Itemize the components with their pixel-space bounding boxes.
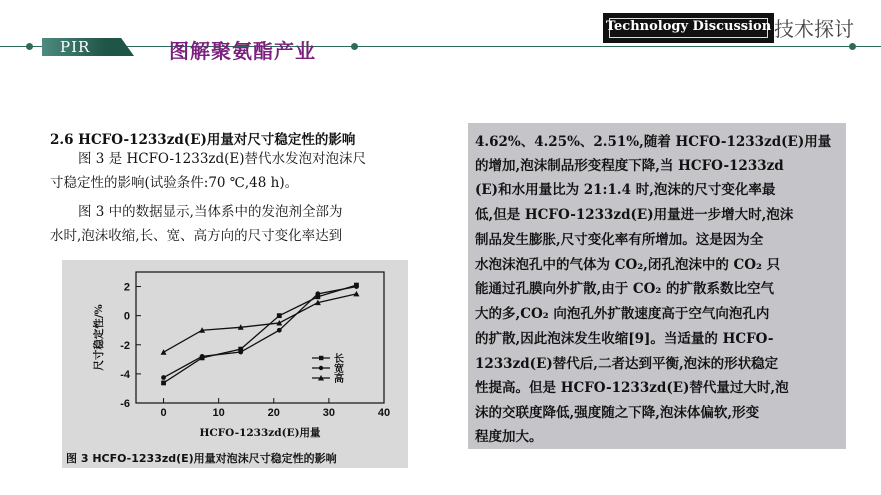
y-tick-label: -6 xyxy=(120,398,130,410)
chart-series xyxy=(161,283,360,386)
y-tick-label: 2 xyxy=(123,281,130,294)
paragraph-line: 大的多,CO₂ 向泡孔外扩散速度高于空气向泡孔内 xyxy=(475,306,770,322)
x-tick-label: 10 xyxy=(212,407,225,419)
y-tick-label: -2 xyxy=(120,339,130,352)
paragraph-line: 水泡沫泡孔中的气体为 CO₂,闭孔泡沫中的 CO₂ 只 xyxy=(475,257,781,273)
legend-marker xyxy=(319,366,323,370)
header-dot-right xyxy=(351,43,358,50)
data-point xyxy=(315,291,320,296)
y-axis-label: 尺寸稳定性/% xyxy=(93,304,105,371)
legend-label: 宽 xyxy=(334,364,344,375)
paragraph-line: 性提高。但是 HCFO-1233zd(E)替代量过大时,泡 xyxy=(475,380,789,396)
x-tick-label: 40 xyxy=(377,407,391,419)
section-name: 技术探讨 xyxy=(774,17,854,41)
plot-frame xyxy=(136,272,384,403)
paragraph-line: 的增加,泡沫制品形变程度下降,当 HCFO-1233zd xyxy=(475,158,784,174)
chart-legend xyxy=(312,352,344,385)
data-point xyxy=(161,381,166,386)
paragraph-line: 制品发生膨胀,尺寸变化率有所增加。这是因为全 xyxy=(475,232,764,248)
technology-discussion-badge xyxy=(603,13,774,43)
y-tick-label: 0 xyxy=(123,310,130,323)
magazine-section-title: 图解聚氨酯产业 xyxy=(169,39,316,63)
header-dot-left xyxy=(26,43,33,50)
paragraph-line: 沫的交联度降低,强度随之下降,泡沫体偏软,形变 xyxy=(475,405,760,421)
paragraph-line: 低,但是 HCFO-1233zd(E)用量进一步增大时,泡沫 xyxy=(475,207,794,223)
data-point xyxy=(200,354,205,359)
series-line-3 xyxy=(164,294,357,352)
chart-axes xyxy=(92,272,390,439)
data-point xyxy=(277,313,282,318)
chart-svg xyxy=(62,260,408,468)
paragraph-line: 能通过孔膜向外扩散,由于 CO₂ 的扩散系数比空气 xyxy=(475,281,775,297)
paragraph-line: 图 3 中的数据显示,当体系中的发泡剂全部为 xyxy=(78,204,343,220)
data-point xyxy=(161,349,167,355)
paragraph-line: 图 3 是 HCFO-1233zd(E)替代水发泡对泡沫尺 xyxy=(78,151,367,167)
paragraph-line: 的扩散,因此泡沫发生收缩[9]。当适量的 HCFO- xyxy=(475,331,774,347)
legend-label: 高 xyxy=(334,374,344,385)
header-rule xyxy=(0,46,881,47)
paragraph-line: (E)和水用量比为 21:1.4 时,泡沫的尺寸变化率最 xyxy=(475,182,776,198)
section-heading: 2.6 HCFO-1233zd(E)用量对尺寸稳定性的影响 xyxy=(50,132,356,148)
x-axis-label: HCFO-1233zd(E)用量 xyxy=(199,427,321,439)
paragraph-line: 水时,泡沫收缩,长、宽、高方向的尺寸变化率达到 xyxy=(50,228,343,244)
paragraph-line: 程度加大。 xyxy=(475,429,543,445)
data-point xyxy=(353,291,359,297)
x-tick-label: 30 xyxy=(322,407,336,419)
paragraph-line: 1233zd(E)替代后,二者达到平衡,泡沫的形状稳定 xyxy=(475,356,779,372)
legend-marker xyxy=(319,356,323,360)
badge-label: Technology Discussion xyxy=(605,19,772,34)
legend-label: 长 xyxy=(334,354,344,365)
figure-3-chart xyxy=(62,260,408,468)
pir-tab-label: PIR xyxy=(60,38,91,56)
header-dot-far-right xyxy=(849,43,856,50)
figure-caption: 图 3 HCFO-1233zd(E)用量对泡沫尺寸稳定性的影响 xyxy=(66,452,337,465)
x-tick-label: 20 xyxy=(267,407,280,419)
data-point xyxy=(354,284,359,289)
y-tick-label: -4 xyxy=(120,368,130,381)
data-point xyxy=(161,375,166,380)
data-point xyxy=(238,350,243,355)
x-tick-label: 0 xyxy=(160,407,167,419)
paragraph-line: 4.62%、4.25%、2.51%,随着 HCFO-1233zd(E)用量 xyxy=(475,134,832,150)
paragraph-line: 寸稳定性的影响(试验条件:70 ℃,48 h)。 xyxy=(50,175,299,191)
data-point xyxy=(277,328,282,333)
